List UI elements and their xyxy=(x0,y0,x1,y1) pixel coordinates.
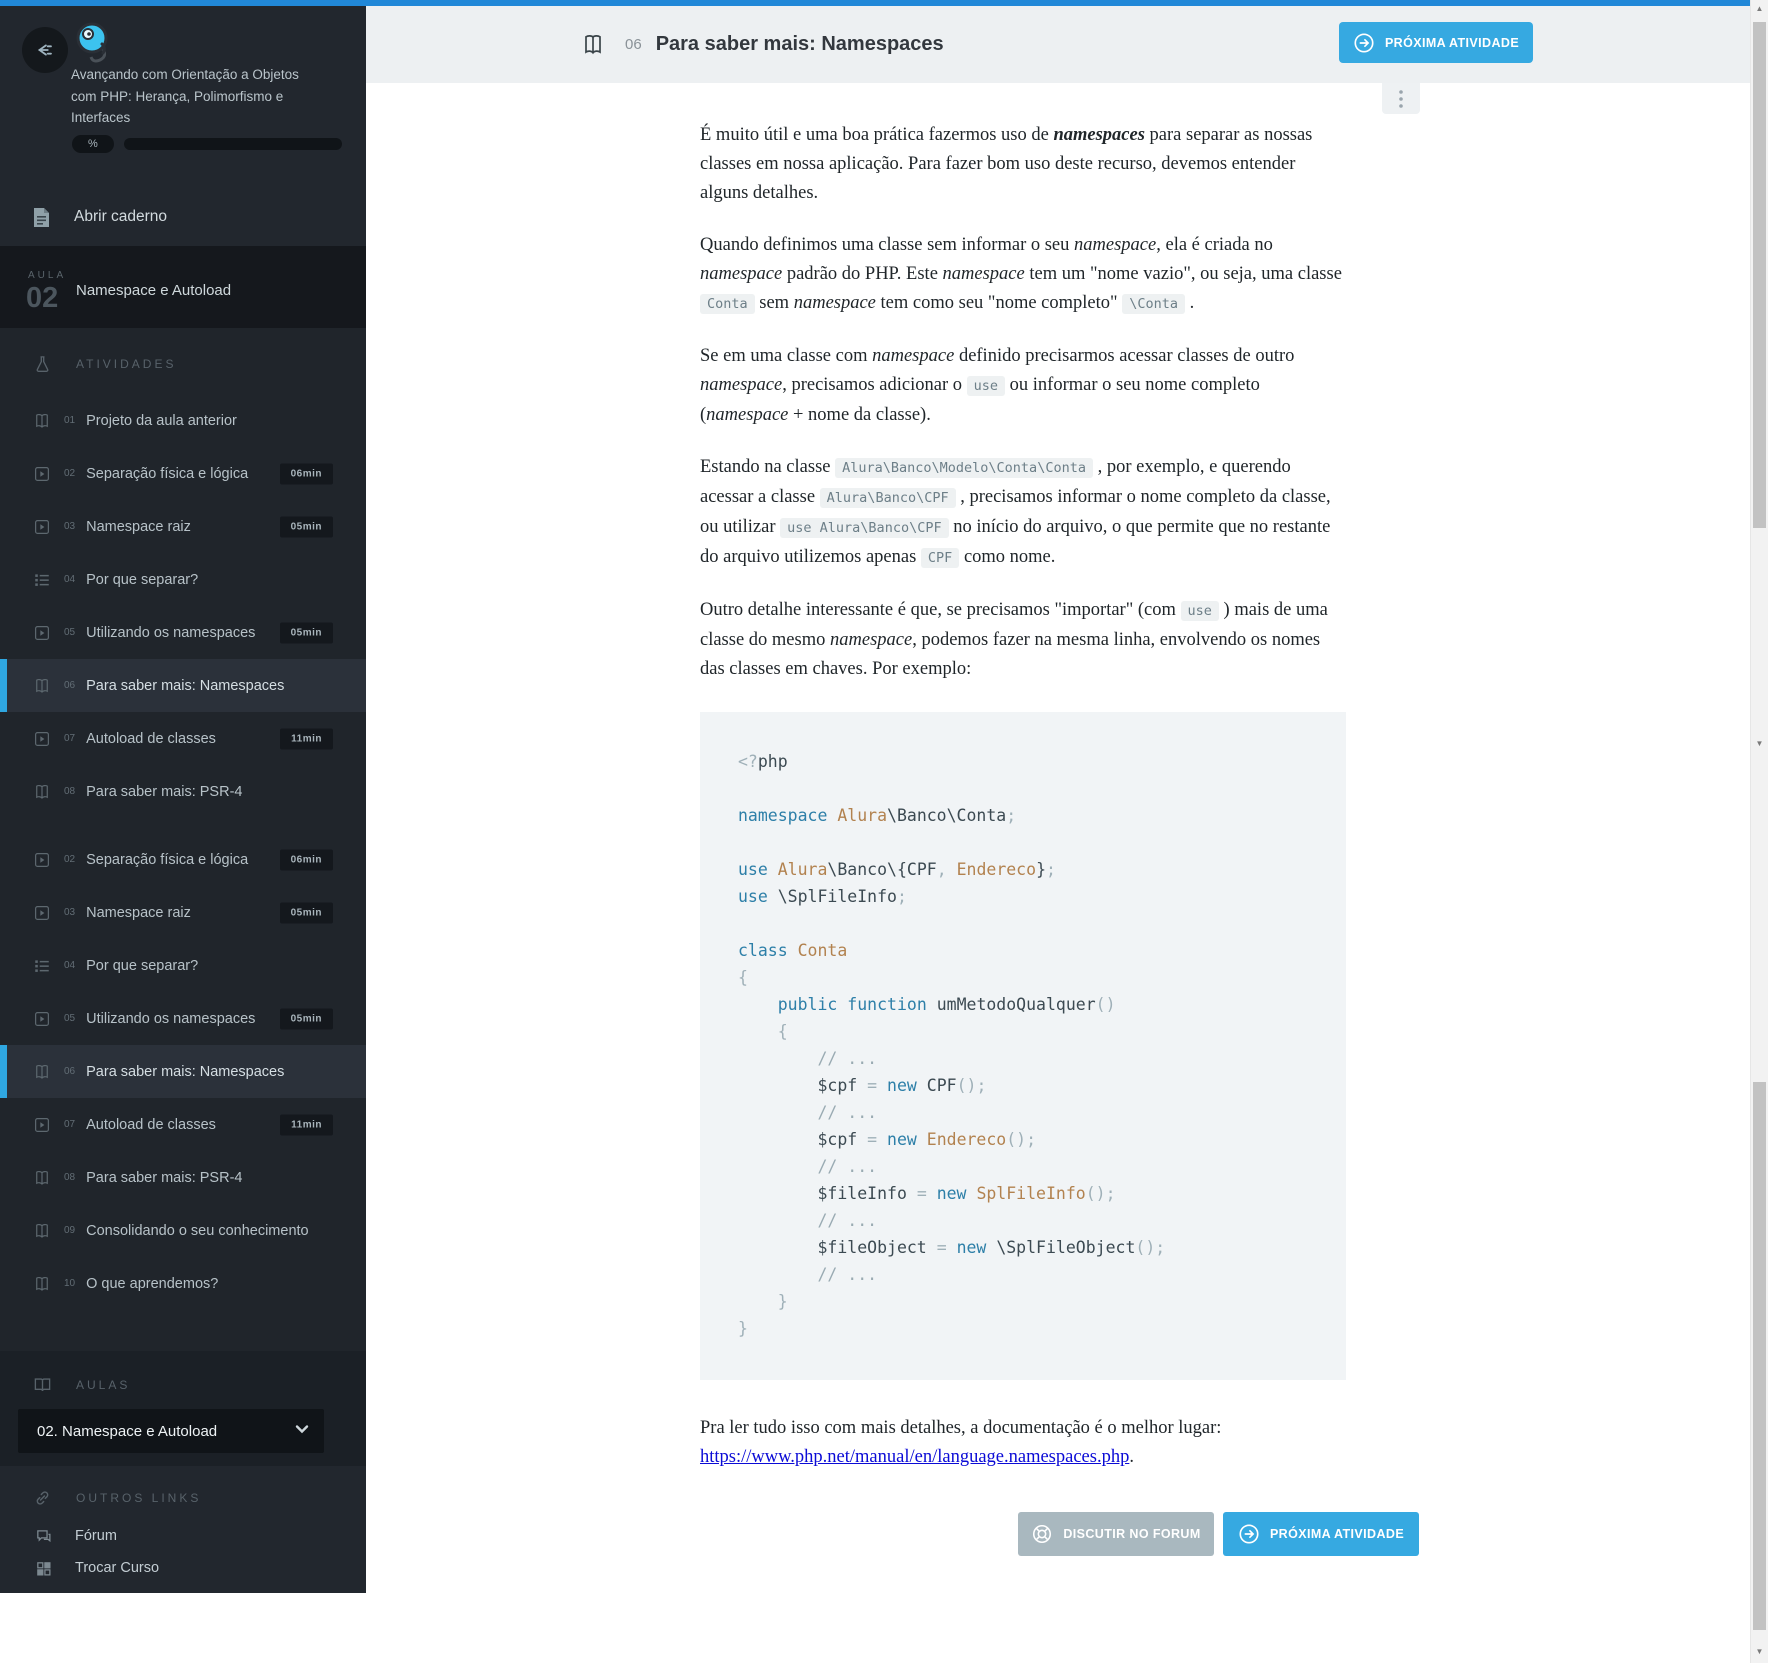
activity-item-label: Autoload de classes xyxy=(86,730,216,747)
code-line: // ... xyxy=(738,1157,878,1176)
play-activity-icon xyxy=(33,1116,51,1134)
play-activity-icon xyxy=(33,851,51,869)
activity-item[interactable] xyxy=(0,1151,366,1204)
play-activity-icon xyxy=(33,465,51,483)
page-title: Para saber mais: Namespaces xyxy=(655,33,944,55)
article-paragraph: Outro detalhe interessante é que, se precisamos "importar" (com use ) mais de uma classe do mesmo namespace, podemos fazer na mesma linha, envolvendo os nomes das classes em chaves. Por exemplo: xyxy=(700,600,1328,679)
activity-item[interactable] xyxy=(0,992,366,1045)
activities-section xyxy=(0,328,366,1310)
scroll-up-arrow-icon[interactable]: ▲ xyxy=(1755,4,1764,13)
scrollbar-thumb-lower[interactable] xyxy=(1753,1082,1766,1630)
other-links-section xyxy=(0,1466,366,1593)
activity-item-number: 07 xyxy=(64,1119,76,1130)
trocar-curso-label: Trocar Curso xyxy=(75,1560,160,1576)
book-activity-icon xyxy=(33,677,51,695)
book-activity-icon xyxy=(33,412,51,430)
aula-selector-value: 02. Namespace e Autoload xyxy=(37,1422,218,1440)
play-activity-icon xyxy=(33,1010,51,1028)
article-paragraph: É muito útil e uma boa prática fazermos uso de namespaces para separar as nossas classes em nossa aplicação. Para fazer bom uso deste recurso, devemos entender alguns detalhes. xyxy=(700,125,1313,203)
activity-item-label: Separação física e lógica xyxy=(86,851,249,868)
progress-percent-badge: % xyxy=(72,135,114,153)
activities-section-header xyxy=(0,342,366,386)
progress-bar xyxy=(124,138,342,150)
code-line xyxy=(738,910,1326,937)
list-activity-icon xyxy=(33,957,51,975)
php-code-block xyxy=(700,712,1346,1380)
activity-duration-badge: 06min xyxy=(280,463,333,484)
code-line: namespace Alura\Banco\Conta; xyxy=(738,806,1017,825)
code-line: $cpf = new CPF(); xyxy=(738,1076,987,1095)
lesson-title: Namespace e Autoload xyxy=(76,282,232,299)
activity-item[interactable] xyxy=(0,1204,366,1257)
book-activity-icon xyxy=(33,783,51,801)
inline-code-chip: use Alura\Banco\CPF xyxy=(780,518,948,538)
article-paragraphs xyxy=(700,121,1348,684)
activity-item-label: Separação física e lógica xyxy=(86,465,249,482)
collapse-sidebar-button[interactable] xyxy=(22,27,68,73)
activity-item-number: 08 xyxy=(64,1172,76,1183)
code-line: use Alura\Banco\{CPF, Endereco}; xyxy=(738,860,1056,879)
activity-item[interactable] xyxy=(0,1045,366,1098)
activity-duration-badge: 05min xyxy=(280,622,333,643)
book-activity-icon xyxy=(33,1169,51,1187)
code-line xyxy=(738,829,1326,856)
activity-item-number: 01 xyxy=(64,415,76,426)
activity-item-label: Por que separar? xyxy=(86,571,199,588)
activity-item[interactable] xyxy=(0,712,366,765)
code-line: // ... xyxy=(738,1103,878,1122)
code-line: { xyxy=(738,968,748,987)
footer-period: . xyxy=(1129,1447,1134,1467)
progress-row xyxy=(72,135,342,153)
activity-item-label: Projeto da aula anterior xyxy=(86,412,237,429)
more-options-button[interactable] xyxy=(1382,83,1420,114)
next-activity-button-bottom[interactable] xyxy=(1223,1512,1419,1556)
activity-item-number: 06 xyxy=(64,680,76,691)
activity-item-number: 03 xyxy=(64,907,76,918)
scroll-down-arrow-icon[interactable]: ▼ xyxy=(1755,739,1764,748)
activity-duration-badge: 11min xyxy=(280,1114,333,1135)
sidebar xyxy=(0,6,366,1587)
kebab-menu-icon xyxy=(1399,90,1403,108)
arrow-circle-icon xyxy=(1238,1523,1260,1545)
activity-item-number: 08 xyxy=(64,786,76,797)
activity-item-label: Consolidando o seu conhecimento xyxy=(86,1222,309,1239)
code-line: } xyxy=(738,1319,748,1338)
code-line xyxy=(738,775,1326,802)
activity-item-number: 10 xyxy=(64,1278,76,1289)
chat-bubble-icon xyxy=(35,1528,52,1545)
lesson-kicker: AULA xyxy=(28,270,67,281)
discuss-forum-button[interactable] xyxy=(1018,1512,1214,1556)
activity-item-number: 05 xyxy=(64,1013,76,1024)
link-icon xyxy=(33,1487,52,1509)
activity-item[interactable] xyxy=(0,886,366,939)
collapse-arrow-icon xyxy=(34,39,56,61)
play-activity-icon xyxy=(33,904,51,922)
code-line: } xyxy=(738,1292,788,1311)
inline-code-chip: Conta xyxy=(700,294,755,314)
activity-item-number: 06 xyxy=(64,1066,76,1077)
grid-icon xyxy=(35,1560,52,1577)
other-links-title: OUTROS LINKS xyxy=(76,1491,202,1505)
code-line: public function umMetodoQualquer() xyxy=(777,995,1116,1014)
activity-item[interactable] xyxy=(0,1098,366,1151)
activity-duration-badge: 05min xyxy=(280,902,333,923)
activity-item[interactable] xyxy=(0,1257,366,1310)
sidebar-item-trocar-curso[interactable] xyxy=(0,1552,366,1584)
article-footer xyxy=(700,1414,1348,1472)
activities-list xyxy=(0,394,366,1310)
lesson-number: 02 xyxy=(26,282,59,314)
forum-buoy-icon xyxy=(1031,1523,1053,1545)
inline-code-chip: Alura\Banco\CPF xyxy=(820,488,956,508)
activity-item[interactable] xyxy=(0,394,366,447)
alura-mascot-logo xyxy=(72,20,116,66)
footer-text: Pra ler tudo isso com mais detalhes, a documentação é o melhor lugar: xyxy=(700,1418,1222,1438)
sidebar-item-forum[interactable] xyxy=(0,1520,366,1552)
activity-item-number: 03 xyxy=(64,521,76,532)
activity-duration-badge: 11min xyxy=(280,728,333,749)
inline-code-chip: use xyxy=(967,376,1005,396)
aulas-section xyxy=(0,1351,366,1466)
activity-duration-badge: 05min xyxy=(280,516,333,537)
activity-item[interactable] xyxy=(0,606,366,659)
flask-icon xyxy=(33,353,52,375)
notebook-file-icon xyxy=(33,207,50,228)
article-paragraph: Quando definimos uma classe sem informar o seu namespace, ela é criada no namespace padrão do PHP. Este namespace tem um "nome vazio", ou seja, uma classe Conta sem namespace tem como seu "nome completo" \Conta . xyxy=(700,235,1342,313)
activity-item-number: 09 xyxy=(64,1225,76,1236)
scroll-down-arrow-icon[interactable]: ▼ xyxy=(1755,1647,1764,1656)
activity-item-label: Utilizando os namespaces xyxy=(86,624,256,641)
play-activity-icon xyxy=(33,518,51,536)
activity-item-label: Para saber mais: Namespaces xyxy=(86,677,285,694)
activity-item[interactable] xyxy=(0,659,366,712)
book-activity-icon xyxy=(33,1275,51,1293)
code-line: // ... xyxy=(738,1049,878,1068)
activity-item-label: Namespace raiz xyxy=(86,904,191,921)
activity-item-label: Para saber mais: Namespaces xyxy=(86,1063,285,1080)
aulas-section-title: AULAS xyxy=(76,1378,131,1392)
scrollbar-thumb-upper[interactable] xyxy=(1753,22,1766,528)
code-line: $fileObject = new \SplFileObject(); xyxy=(738,1238,1166,1257)
code-line: { xyxy=(738,1022,788,1041)
article-paragraph: Estando na classe Alura\Banco\Modelo\Conta\Conta , por exemplo, e querendo acessar a classe Alura\Banco\CPF , precisamos informar o nome completo da classe, ou utilizar use Alura\Banco\CPF no início do arquivo, o que permite que no restante do arquivo utilizemos apenas CPF como nome. xyxy=(700,457,1331,567)
php-docs-link[interactable]: https://www.php.net/manual/en/language.namespaces.php xyxy=(700,1447,1130,1467)
activity-item-number: 04 xyxy=(64,960,76,971)
article-paragraph: Se em uma classe com namespace definido precisarmos acessar classes de outro namespace, precisamos adicionar o use ou informar o seu nome completo (namespace + nome da classe). xyxy=(700,346,1295,425)
chevron-down-icon xyxy=(295,1422,309,1440)
aulas-section-header xyxy=(0,1351,366,1407)
play-activity-icon xyxy=(33,730,51,748)
activity-item-number: 02 xyxy=(64,854,76,865)
activity-item-label: Namespace raiz xyxy=(86,518,191,535)
activity-duration-badge: 05min xyxy=(280,1008,333,1029)
activity-item-label: O que aprendemos? xyxy=(86,1275,219,1292)
activity-item[interactable] xyxy=(0,939,366,992)
activity-duration-badge: 06min xyxy=(280,849,333,870)
code-line: // ... xyxy=(738,1265,878,1284)
code-line: class Conta xyxy=(738,941,848,960)
book-activity-icon xyxy=(33,1063,51,1081)
arrow-circle-icon xyxy=(1353,32,1375,54)
activity-item-label: Por que separar? xyxy=(86,957,199,974)
book-activity-icon xyxy=(33,1222,51,1240)
activity-item-number: 02 xyxy=(64,468,76,479)
open-notebook-button[interactable] xyxy=(0,188,366,246)
code-line: $cpf = new Endereco(); xyxy=(738,1130,1037,1149)
code-line: <?php xyxy=(738,752,788,771)
activity-item-label: Para saber mais: PSR-4 xyxy=(86,783,243,800)
code-line: $fileInfo = new SplFileInfo(); xyxy=(738,1184,1116,1203)
inline-code-chip: \Conta xyxy=(1122,294,1185,314)
activity-item-label: Para saber mais: PSR-4 xyxy=(86,1169,243,1186)
activity-item[interactable] xyxy=(0,765,366,818)
reading-activity-icon xyxy=(581,33,605,57)
inline-code-chip: CPF xyxy=(921,548,959,568)
activity-header xyxy=(366,6,1750,83)
activity-item-number: 07 xyxy=(64,733,76,744)
current-lesson-badge xyxy=(0,246,366,328)
next-activity-label: PRÓXIMA ATIVIDADE xyxy=(1269,1527,1405,1541)
activity-item-label: Autoload de classes xyxy=(86,1116,216,1133)
activity-item-number: 05 xyxy=(64,627,76,638)
activity-item[interactable] xyxy=(0,447,366,500)
discuss-forum-label: DISCUTIR NO FORUM xyxy=(1063,1527,1201,1541)
activity-item[interactable] xyxy=(0,500,366,553)
course-title: Avançando com Orientação a Objetos com PHP: Herança, Polimorfismo e Interfaces xyxy=(71,67,299,126)
article-actions xyxy=(1018,1512,1419,1556)
open-notebook-label: Abrir caderno xyxy=(74,208,168,225)
inline-code-chip: Alura\Banco\Modelo\Conta\Conta xyxy=(835,458,1093,478)
forum-label: Fórum xyxy=(75,1528,117,1544)
activity-item-label: Utilizando os namespaces xyxy=(86,1010,256,1027)
next-activity-label: PRÓXIMA ATIVIDADE xyxy=(1384,35,1520,50)
vertical-scrollbar[interactable] xyxy=(1750,0,1768,1663)
activity-item[interactable] xyxy=(0,833,366,886)
list-activity-icon xyxy=(33,571,51,589)
next-activity-button-top[interactable] xyxy=(1339,22,1533,63)
aula-selector-dropdown[interactable] xyxy=(18,1409,324,1453)
activities-section-title: ATIVIDADES xyxy=(76,357,177,371)
code-line: // ... xyxy=(738,1211,878,1230)
activity-item[interactable] xyxy=(0,553,366,606)
activity-number: 06 xyxy=(625,36,642,53)
inline-code-chip: use xyxy=(1181,601,1219,621)
play-activity-icon xyxy=(33,624,51,642)
lesson-article xyxy=(700,121,1348,1495)
other-links-header xyxy=(0,1466,366,1520)
activity-item-number: 04 xyxy=(64,574,76,585)
open-book-icon xyxy=(33,1374,52,1396)
code-line: use \SplFileInfo; xyxy=(738,887,907,906)
